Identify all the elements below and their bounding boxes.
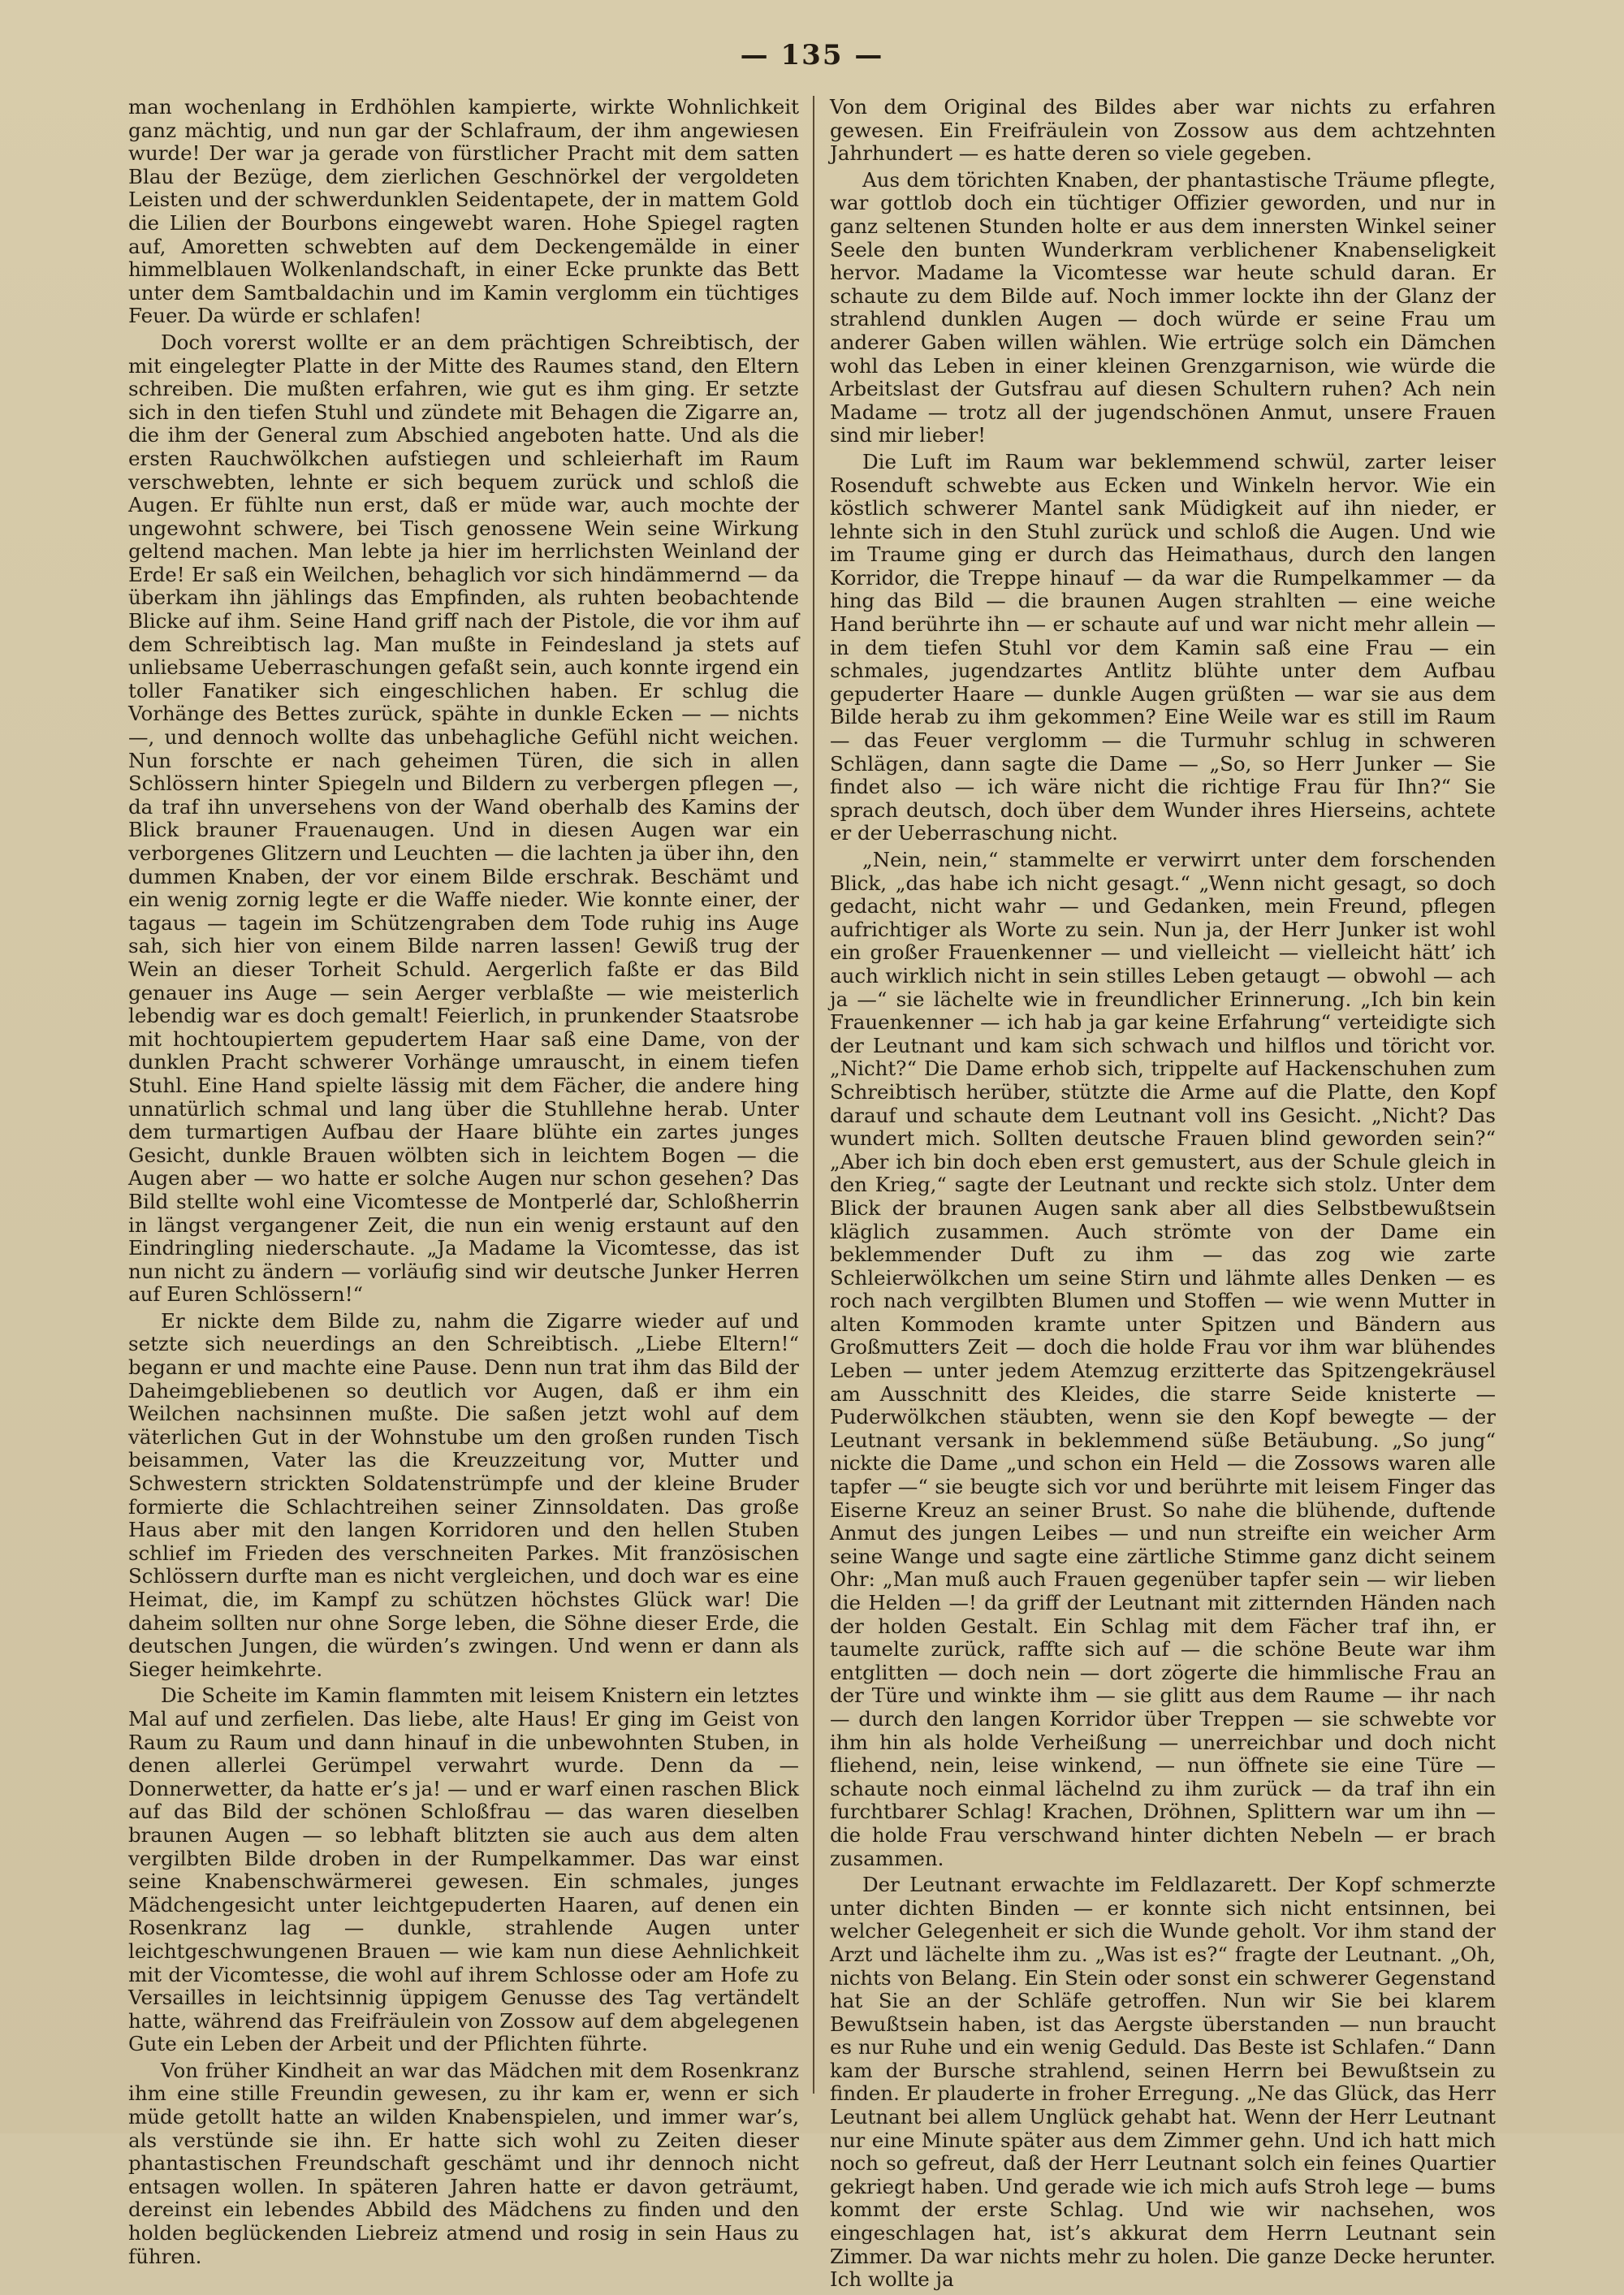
- paragraph: „Nein, nein,“ stammelte er verwirrt unter dem forschenden Blick, „das habe ich nicht gesagt.“ „Wenn nicht gesagt, so doch gedacht, nicht wahr — und Gedanken, mein Freund, pflegen aufrichtiger als Worte zu sein. Nun ja, der Herr Junker ist wohl ein großer Frauenkenner — und vielleicht — vielleicht hätt’ ich auch wirklich nicht in sein stilles Leben getaugt — obwohl — ach ja —“ sie lächelte wie in freundlicher Erinnerung. „Ich bin kein Frauenkenner — ich hab ja gar keine Erfahrung“ verteidigte sich der Leutnant und kam sich schwach und hilflos und töricht vor. „Nicht?“ Die Dame erhob sich, trippelte auf Hackenschuhen zum Schreibtisch herüber, stützte die Arme auf die Platte, den Kopf darauf und schaute dem Leutnant voll ins Gesicht. „Nicht? Das wundert mich. Sollten deutsche Frauen blind geworden sein?“ „Aber ich bin doch eben erst gemustert, aus der Schule gleich in den Krieg,“ sagte der Leutnant und reckte sich stolz. Unter dem Blick der braunen Augen sank aber all dies Selbstbewußtsein kläglich zusammen. Auch strömte von der Dame ein beklemmender Duft zu ihm — das zog wie zarte Schleierwölkchen um seine Stirn und lähmte alles Denken — es roch nach vergilbten Blumen und Stoffen — wie wenn Mutter in alten Kommoden kramte unter Spitzen und Bändern aus Großmutters Zeit — doch die holde Frau vor ihm war blühendes Leben — unter jedem Atemzug erzitterte das Spitzengekräusel am Ausschnitt des Kleides, die starre Seide knisterte — Puderwölkchen stäubten, wenn sie den Kopf bewegte — der Leutnant versank in beklemmend süße Betäubung. „So jung“ nickte die Dame „und schon ein Held — die Zossows waren alle tapfer —“ sie beugte sich vor und berührte mit leisem Finger das Eiserne Kreuz an seiner Brust. So nahe die blühende, duftende Anmut des jungen Leibes — und nun streifte ein weicher Arm seine Wange und sagte eine zärtliche Stimme ganz dicht seinem Ohr: „Man muß auch Frauen gegenüber tapfer sein — wir lieben die Helden —! da griff der Leutnant mit zitternden Händen nach der holden Gestalt. Ein Schlag mit dem Fächer traf ihn, er taumelte zurück, raffte sich auf — die schöne Beute war ihm entglitten — doch nein — dort zögerte die himmlische Frau an der Türe und winkte ihm — sie glitt aus dem Raume — ihr nach — durch den langen Korridor über Treppen — sie schwebte vor ihm hin als holde Verheißung — unerreichbar und doch nicht fliehend, nein, leise winkend, — nun öffnete sie eine Türe — schaute noch einmal lächelnd zu ihm zurück — da traf ihn ein furchtbarer Schlag! Krachen, Dröhnen, Splittern war um ihn — die holde Frau verschwand hinter dichten Nebeln — er brach zusammen.: [830, 848, 1496, 1870]
- page-number: — 135 —: [740, 39, 884, 71]
- left-column: [128, 96, 799, 2271]
- paragraph: Aus dem törichten Knaben, der phantastische Träume pflegte, war gottlob doch ein tüchtiger Offizier geworden, und nur in ganz seltenen Stunden holte er aus dem innersten Winkel seiner Seele den bunten Wunderkram verblichener Knabenseligkeit hervor. Madame la Vicomtesse war heute schuld daran. Er schaute zu dem Bilde auf. Noch immer lockte ihn der Glanz der strahlend dunklen Augen — doch würde er seine Frau um anderer Gaben willen wählen. Wie ertrüge solch ein Dämchen wohl das Leben in einer kleinen Grenzgarnison, wie würde die Arbeitslast der Gutsfrau auf diesen Schultern ruhen? Ach nein Madame — trotz all der jugendschönen Anmut, unsere Frauen sind mir lieber!: [830, 167, 1496, 447]
- paragraph: Die Luft im Raum war beklemmend schwül, zarter leiser Rosenduft schwebte aus Ecken und Winkeln hervor. Wie ein köstlich schwerer Mantel sank Müdigkeit auf ihn nieder, er lehnte sich in den Stuhl zurück und schloß die Augen. Und wie im Traume ging er durch das Heimathaus, durch den langen Korridor, die Treppe hinauf — da war die Rumpelkammer — da hing das Bild — die braunen Augen strahlten — eine weiche Hand berührte ihn — er schaute auf und war nicht mehr allein — in dem tiefen Stuhl vor dem Kamin saß eine Frau — ein schmales, jugendzartes Antlitz blühte unter dem Aufbau gepuderter Haare — dunkle Augen grüßten — war sie aus dem Bilde herab zu ihm gekommen? Eine Weile war es still im Raum — das Feuer verglomm — die Turmuhr schlug in schweren Schlägen, dann sagte die Dame — „So, so Herr Junker — Sie findet also — ich wäre nicht die richtige Frau für Ihn?“ Sie sprach deutsch, doch über dem Wunder ihres Hierseins, achtete er der Ueberraschung nicht.: [830, 449, 1496, 845]
- paragraph: Von dem Original des Bildes aber war nichts zu erfahren gewesen. Ein Freifräulein von Zossow aus dem achtzehnten Jahrhundert — es hatte deren so viele gegeben.: [830, 95, 1496, 166]
- paragraph: Doch vorerst wollte er an dem prächtigen Schreibtisch, der mit eingelegter Platte in der Mitte des Raumes stand, den Eltern schreiben. Die mußten erfahren, wie gut es ihm ging. Er setzte sich in den tiefen Stuhl und zündete mit Behagen die Zigarre an, die ihm der General zum Abschied angeboten hatte. Und als die ersten Rauchwölkchen aufstiegen und schleierhaft im Raum verschwebten, lehnte er sich bequem zurück und schloß die Augen. Er fühlte nun erst, daß er müde war, auch mochte der ungewohnt schwere, bei Tisch genossene Wein seine Wirkung geltend machen. Man lebte ja hier im herrlichsten Weinland der Erde! Er saß ein Weilchen, behaglich vor sich hindämmernd — da überkam ihn jählings das Empfinden, als ruhten beobachtende Blicke auf ihm. Seine Hand griff nach der Pistole, die vor ihm auf dem Schreibtisch lag. Man mußte in Feindesland ja stets auf unliebsame Ueberraschungen gefaßt sein, auch konnte irgend ein toller Fanatiker sich eingeschlichen haben. Er schlug die Vorhänge des Bettes zurück, spähte in dunkle Ecken — — nichts —, und dennoch wollte das unbehagliche Gefühl nicht weichen. Nun forschte er nach geheimen Türen, die sich in allen Schlössern hinter Spiegeln und Bildern zu verbergen pflegen —, da traf ihn unversehens von der Wand oberhalb des Kamins der Blick brauner Frauenaugen. Und in diesen Augen war ein verborgenes Glitzern und Leuchten — die lachten ja über ihn, den dummen Knaben, der vor einem Bilde erschrak. Beschämt und ein wenig zornig legte er die Waffe nieder. Wie konnte einer, der tagaus — tagein im Schützengraben dem Tode ruhig ins Auge sah, sich hier von einem Bilde narren lassen! Gewiß trug der Wein an dieser Torheit Schuld. Aergerlich faßte er das Bild genauer ins Auge — sein Aerger verblaßte — wie meisterlich lebendig war es doch gemalt! Feierlich, in prunkender Staatsrobe mit hochtoupiertem gepudertem Haar saß eine Dame, von der dunklen Pracht schwerer Vorhänge umrauscht, in einem tiefen Stuhl. Eine Hand spielte lässig mit dem Fächer, die andere hing unnatürlich schmal und lang über die Stuhllehne herab. Unter dem turmartigen Aufbau der Haare blühte ein zartes junges Gesicht, dunkle Brauen wölbten sich in leichtem Bogen — die Augen aber — wo hatte er solche Augen nur schon gesehen? Das Bild stellte wohl eine Vicomtesse de Montperlé dar, Schloßherrin in längst vergangener Zeit, die nun ein wenig erstaunt auf den Eindringling niederschaute. „Ja Madame la Vicomtesse, das ist nun nicht zu ändern — vorläufig sind wir deutsche Junker Herren auf Euren Schlössern!“: [128, 330, 799, 1307]
- paragraph: Der Leutnant erwachte im Feldlazarett. Der Kopf schmerzte unter dichten Binden — er konnte sich nicht entsinnen, bei welcher Gelegenheit er sich die Wunde geholt. Vor ihm stand der Arzt und lächelte ihm zu. „Was ist es?“ fragte der Leutnant. „Oh, nichts von Belang. Ein Stein oder sonst ein schwerer Gegenstand hat Sie an der Schläfe getroffen. Nun wir Sie bei klarem Bewußtsein haben, ist das Aergste überstanden — nun braucht es nur Ruhe und ein wenig Geduld. Das Beste ist Schlafen.“ Dann kam der Bursche strahlend, seinen Herrn bei Bewußtsein zu finden. Er plauderte in froher Erregung. „Ne das Glück, das Herr Leutnant bei allem Unglück gehabt hat. Wenn der Herr Leutnant nur eine Minute später aus dem Zimmer gehn. Und ich hatt mich noch so gefreut, daß der Herr Leutnant solch ein feines Quartier gekriegt haben. Und gerade wie ich mich aufs Stroh lege — bums kommt der erste Schlag. Und wie wir nachsehen, wos eingeschlagen hat, ist’s akkurat dem Herrn Leutnant sein Zimmer. Da war nichts mehr zu holen. Die ganze Decke herunter. Ich wollte ja: [830, 1873, 1496, 2292]
- column-divider: [813, 96, 814, 2094]
- paragraph: Von früher Kindheit an war das Mädchen mit dem Rosenkranz ihm eine stille Freundin gewesen, zu ihr kam er, wenn er sich müde getollt hatte an wilden Knabenspielen, und immer war’s, als verstünde sie ihn. Er hatte sich wohl zu Zeiten dieser phantastischen Freundschaft geschämt und ihr dennoch nicht entsagen wollen. In späteren Jahren hatte er davon geträumt, dereinst ein lebendes Abbild des Mädchens zu finden und den holden beglückenden Liebreiz atmend und rosig in sein Haus zu führen.: [128, 2058, 799, 2268]
- paragraph: Er nickte dem Bilde zu, nahm die Zigarre wieder auf und setzte sich neuerdings an den Schreibtisch. „Liebe Eltern!“ begann er und machte eine Pause. Denn nun trat ihm das Bild der Daheimgebliebenen so deutlich vor Augen, daß er ihm ein Weilchen nachsinnen mußte. Die saßen jetzt wohl auf dem väterlichen Gut in der Wohnstube um den großen runden Tisch beisammen, Vater las die Kreuzzeitung vor, Mutter und Schwestern strickten Soldatenstrümpfe und der kleine Bruder formierte die Schlachtreihen seiner Zinnsoldaten. Das große Haus aber mit den langen Korridoren und den hellen Stuben schlief im Frieden des verschneiten Parkes. Mit französischen Schlössern durfte man es nicht vergleichen, und doch war es eine Heimat, die, im Kampf zu schützen höchstes Glück war! Die daheim sollten nur ohne Sorge leben, die Söhne dieser Erde, die deutschen Jungen, die würden’s zwingen. Und wenn er dann als Sieger heimkehrte.: [128, 1308, 799, 1681]
- paragraph: Die Scheite im Kamin flammten mit leisem Knistern ein letztes Mal auf und zerfielen. Das liebe, alte Haus! Er ging im Geist von Raum zu Raum und dann hinauf in die unbewohnten Stuben, in denen allerlei Gerümpel verwahrt wurde. Denn da — Donnerwetter, da hatte er’s ja! — und er warf einen raschen Blick auf das Bild der schönen Schloßfrau — das waren dieselben braunen Augen — so lebhaft blitzten sie auch aus dem alten vergilbten Bilde droben in der Rumpelkammer. Das war einst seine Knabenschwärmerei gewesen. Ein schmales, junges Mädchengesicht unter leichtgepuderten Haaren, auf denen ein Rosenkranz lag — dunkle, strahlende Augen unter leichtgeschwungenen Brauen — wie kam nun diese Aehnlichkeit mit der Vicomtesse, die wohl auf ihrem Schlosse oder am Hofe zu Versailles in leichtsinnig üppigem Genusse des Tag vertändelt hatte, während das Freifräulein von Zossow auf dem abgelegenen Gute ein Leben der Arbeit und der Pflichten führte.: [128, 1683, 799, 2056]
- right-column: [830, 96, 1496, 2295]
- paragraph: man wochenlang in Erdhöhlen kampierte, wirkte Wohnlichkeit ganz mächtig, und nun gar der Schlafraum, der ihm angewiesen wurde! Der war ja gerade von fürstlicher Pracht mit dem satten Blau der Bezüge, dem zierlichen Geschnörkel der vergoldeten Leisten und der schwerdunklen Seidentapete, der in mattem Gold die Lilien der Bourbons eingewebt waren. Hohe Spiegel ragten auf, Amoretten schwebten auf dem Deckengemälde in einer himmelblauen Wolkenlandschaft, in einer Ecke prunkte das Bett unter dem Samtbaldachin und im Kamin verglomm ein tüchtiges Feuer. Da würde er schlafen!: [128, 95, 799, 328]
